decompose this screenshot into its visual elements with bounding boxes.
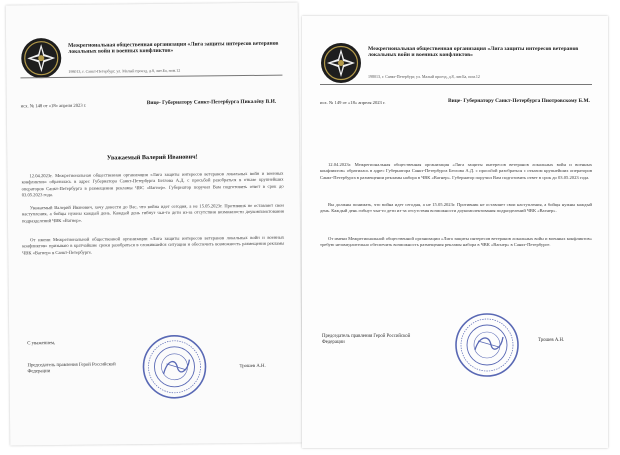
round-seal-stamp <box>141 333 208 400</box>
org-address: 198013, г. Санкт-Петербург, ул. Малый проезд, д.8, лит.Ба, пом.12 <box>68 67 181 74</box>
signatory-title: Председатель правления Герой Российской Федерации <box>27 362 116 375</box>
paragraph: Вы должны понимать, что война идет сегодня, а не 15.05.2023г. Противник не оставляет свои наступления, а бойцы нужны каждый день. Каждый день гибнут чьи-то дети из-за отсутствия возможности доукомплектования подразделений ЧВК «Вагнер». <box>320 202 592 214</box>
paragraph: От имени Межрегиональной общественной организации «Лига защиты интересов ветеранов локальных войн и военных конфликтов» требую незамедлительно обеспечить возможность размещения рекламы набора в ЧВК «Вагнер» в Санкт-Петербурге. <box>320 236 592 248</box>
outgoing-number: исх. № 149 от «18» апреля 2023 г. <box>320 100 386 105</box>
addressee: Вице- Губернатору Санкт-Петербурга Пиотровскому Б.М. <box>448 98 590 104</box>
header-divider <box>320 84 592 85</box>
org-address: 198013, г. Санкт-Петербург, ул. Малый проезд, д.8, лит.Ба, пом.12 <box>368 74 480 79</box>
paragraph: 12.04.2023г. Межрегиональная общественная организация «Лига защиты интересов ветеранов локальных войн и военных конфликтов» обратилась в адрес Губернатора Санкт-Петербурга Беглова А.Д. с просьбой разобраться в отказе крупнейших операторов Санкт-Петербурга в размещении рекламы ЧВС «Вагнер». Губернатор поручил Вам подготовить ответ в срок до 03.05.2023 года. <box>21 170 284 198</box>
veterans-league-emblem-icon <box>20 37 62 79</box>
letter-right <box>302 16 608 448</box>
round-seal-stamp <box>454 312 520 378</box>
veterans-league-emblem-icon <box>320 42 362 84</box>
paragraph: 12.04.2023г. Межрегиональная общественная организация «Лига защиты интересов ветеранов локальных войн и военных конфликтов» обратилась в адрес Губернатора Санкт-Петербурга Беглова А.Д. с просьбой разобраться с отказом крупнейших операторов Санкт-Петербурга в размещении рекламы набора в ЧВК «Вагнер». Губернатор поручил Вам подготовить ответ в срок до 03.05.2023 года. <box>320 162 592 180</box>
org-name: Межрегиональная общественная организация «Лига защиты интересов ветеранов локальных войн и военных конфликтов» <box>368 46 579 59</box>
addressee: Вице- Губернатору Санкт-Петербурга Пикалёву В.И. <box>146 98 277 107</box>
signatory-name: Трошев А.Н. <box>538 338 565 343</box>
signatory-name: Трошев А.Н. <box>239 363 266 370</box>
outgoing-number: исх. № 148 от «18» апреля 2023 г. <box>20 102 87 109</box>
org-name: Межрегиональная общественная организация «Лига защиты интересов ветеранов локальных войн и военных конфликтов» <box>68 40 279 56</box>
closing: С уважением, <box>27 341 56 347</box>
signatory-title: Председатель правления Герой Российской Федерации <box>322 334 411 346</box>
paragraph: От имени Межрегиональной общественной организации «Лига защиты интересов ветеранов локальных войн и военных конфликтов» призываю в кратчайшие сроки разобраться в сложившейся ситуации и обеспечить возможность размещения рекламы ЧВК «Вагнер» в Санкт-Петербурге. <box>22 234 285 255</box>
salutation: Уважаемый Валерий Иванович! <box>106 153 198 162</box>
paragraph: Уважаемый Валерий Иванович, хочу донести до Вас, что война идет сегодня, а не 15.05.2023г. Противник не оставляет свои наступления, а бойцы нужны каждый день. Каждый день гибнут чьи-то дети из-за отсутствия возможности доукомплектования подразделений ЧВК «Вагнер». <box>21 202 284 223</box>
letter-left <box>6 2 303 445</box>
